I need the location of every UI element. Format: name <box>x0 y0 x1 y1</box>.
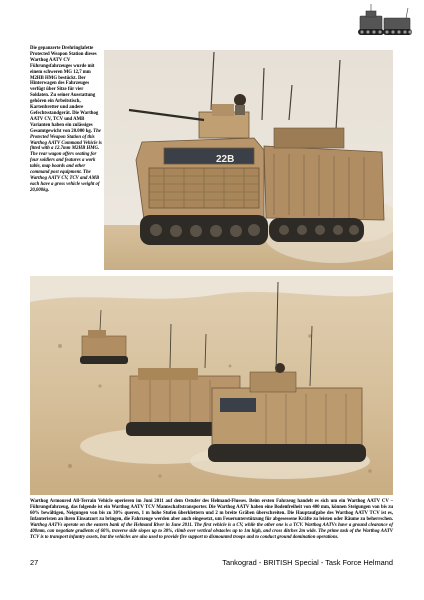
publication-title: Tankograd - BRITISH Special - Task Force Helmand <box>222 558 393 567</box>
page-footer <box>30 558 393 570</box>
top-photo-warthog-cv <box>104 50 393 270</box>
bottom-photo-caption <box>30 499 393 541</box>
caption-german: Die gepanzerte Drehringlafette Protected Weapon Station dieses Warthog AATV CV Führungsfahrzeuges wurde mit einem schweren MG 12,7 mm M2HB HMG bestückt. Der Hinterwagen des Fahrzeuges verfügt über Sitze für vier Soldaten. Zu seiner Ausstattung gehören ein Arbeitstisch, Kartenbretter und andere Gefechtsstandgerät. Die Warthog AATV CV, TCV und AMB Varianten haben ein zulässiges Gesamtgewicht von 20.000 kg. <box>30 46 99 134</box>
hull-number-label: 22B <box>216 154 235 165</box>
top-photo-caption <box>30 46 102 194</box>
caption-german: Warthog Armoured All-Terrain Vehicle operieren im Juni 2011 auf dem Ostufer des Helmand-Flusses. Beim ersten Fahrzeug handelt es sich um ein Warthog AATV CV – Führungsfahrzeug, das folgende ist ein Warthog AATV TCV Mannschaftstransporter. Die Warthog AATV haben eine Bodenfreiheit von 400 mm, können Steigungen von bis zu 60% bewältigen, Neigungen von bis zu 30% queren, 1 m hohe Stufen überklettern und 2 m breite Gräben überschreiten. Die Hauptaufgabe des Warthog AATV TCV ist es, Infanteristen an ihren Einsatzort zu bringen, die Fahrzeuge werden aber auch eingesetzt, um Feuerunterstützung für abgesessene Kräfte zu leisten oder Räume zu beherrschen. <box>30 499 393 522</box>
bottom-photo-warthog-convoy <box>30 276 393 495</box>
corner-vehicle-logo <box>346 0 424 46</box>
caption-english: Warthog AATVs operate on the eastern bank of the Helmand River in June 2011. The first vehicle is a CV, while the other one is a TCV. Warthog AATVs have a ground clearance of 400mm, can negotiate gradients of 60%, traverse side slopes up to 30%, climb over vertical obstacles up to 1m high, and cross ditches 2m wide. The prime task of the Warthog AATV TCV is to transport infantry assets, but the vehicles are also used to provide fire support to dismounted troops and to conduct ground domination operations. <box>30 523 393 540</box>
page-number: 27 <box>30 558 39 567</box>
caption-english: The Protected Weapon Station of this Warthog AATV Command Vehicle is fitted with a 12.7mm M2HB HMG. The rear wagon offers seating for four soldiers and features a work table, map boards and other command post equipment. The Warthog AATV CV, TCV and AMB each have a gross vehicle weight of 20,000kg. <box>30 128 102 193</box>
